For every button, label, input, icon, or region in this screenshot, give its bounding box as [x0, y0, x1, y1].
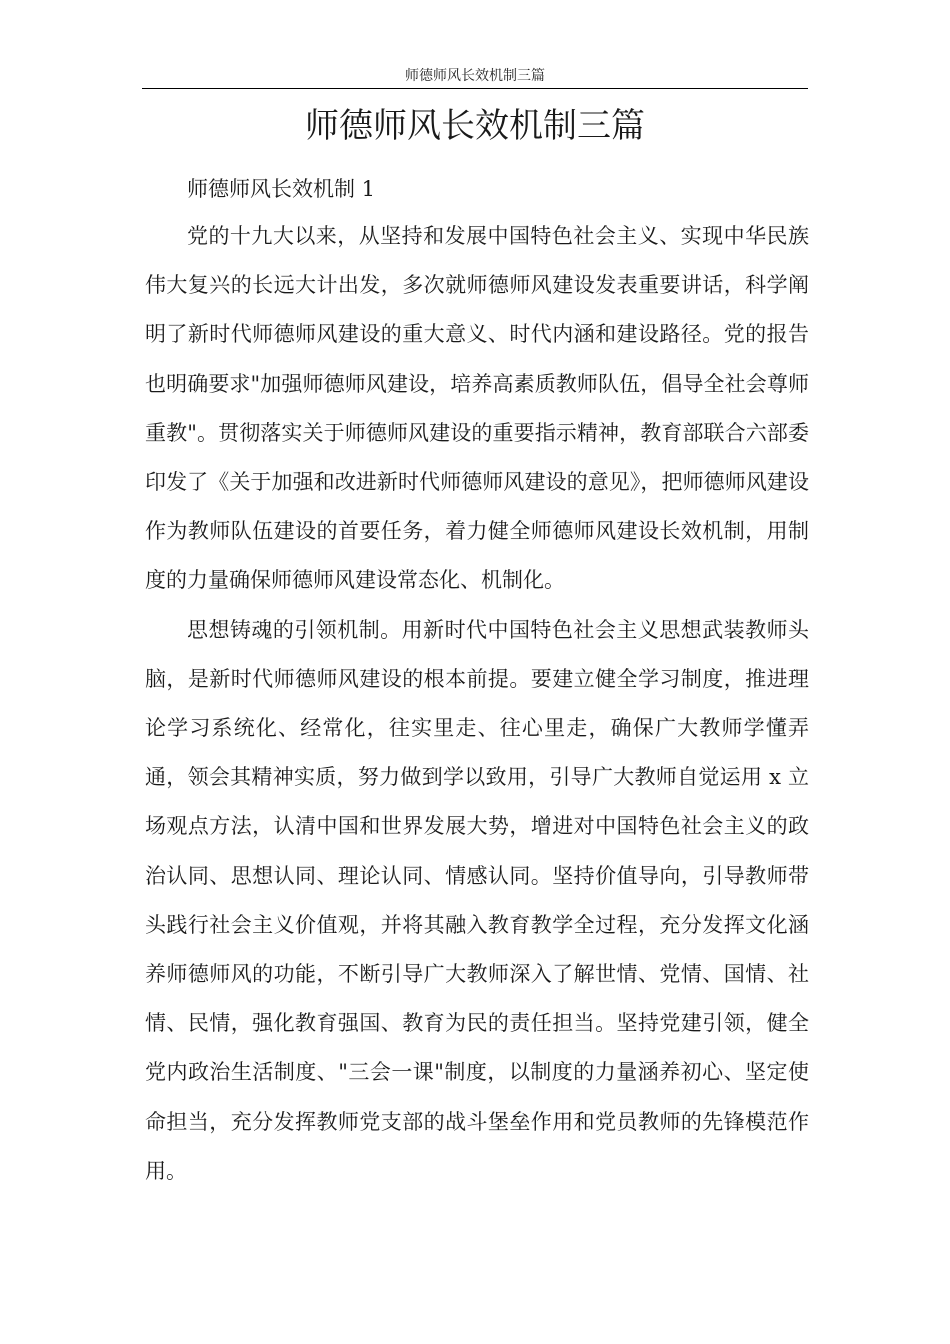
document-body: [145, 168, 809, 1196]
header-divider: [142, 88, 808, 89]
running-header: 师德师风长效机制三篇: [405, 68, 545, 84]
body-paragraph-2: 思想铸魂的引领机制。用新时代中国特色社会主义思想武装教师头脑，是新时代师德师风建设的根本前提。要建立健全学习制度，推进理论学习系统化、经常化，往实里走、往心里走，确保广大教师学懂弄通，领会其精神实质，努力做到学以致用，引导广大教师自觉运用 x 立场观点方法，认清中国和世界发展大势，增进对中国特色社会主义的政治认同、思想认同、理论认同、情感认同。坚持价值导向，引导教师带头践行社会主义价值观，并将其融入教育教学全过程，充分发挥文化涵养师德师风的功能，不断引导广大教师深入了解世情、党情、国情、社情、民情，强化教育强国、教育为民的责任担当。坚持党建引领，健全党内政治生活制度、"三会一课"制度，以制度的力量涵养初心、坚定使命担当，充分发挥教师党支部的战斗堡垒作用和党员教师的先锋模范作用。: [145, 617, 809, 1183]
section-heading: 师德师风长效机制 1: [187, 177, 376, 201]
body-paragraph-1: 党的十九大以来，从坚持和发展中国特色社会主义、实现中华民族伟大复兴的长远大计出发，多次就师德师风建设发表重要讲话，科学阐明了新时代师德师风建设的重大意义、时代内涵和建设路径。党的报告也明确要求"加强师德师风建设，培养高素质教师队伍，倡导全社会尊师重教"。贯彻落实关于师德师风建设的重要指示精神，教育部联合六部委印发了《关于加强和改进新时代师德师风建设的意见》，把师德师风建设作为教师队伍建设的首要任务，着力健全师德师风建设长效机制，用制度的力量确保师德师风建设常态化、机制化。: [145, 224, 809, 593]
document-title: 师德师风长效机制三篇: [305, 106, 645, 146]
